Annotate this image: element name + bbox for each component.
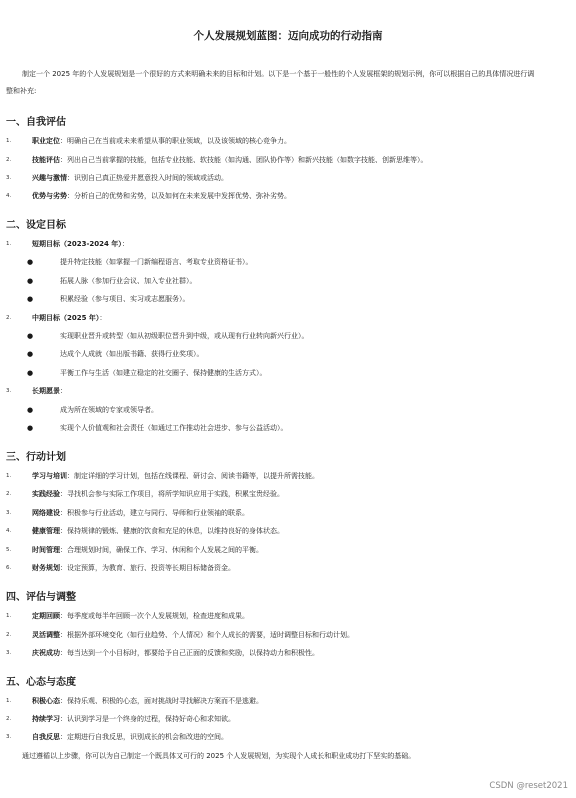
item-text: ：定期进行自我反思，识别成长的机会和改进的空间。 xyxy=(60,733,228,741)
item-text: ：寻找机会参与实际工作项目，将所学知识应用于实践，积累宝贵经验。 xyxy=(60,490,284,498)
conclusion-paragraph: 通过遵循以上步骤，你可以为自己制定一个既具体又可行的 2025 个人发展规划，为实现个人成长和职业成功打下坚实的基础。 xyxy=(22,752,416,760)
item-term: 中期目标（2025 年） xyxy=(32,314,100,322)
item-text: ：识别自己真正热爱并愿意投入时间的领域或活动。 xyxy=(67,174,228,182)
bullet-icon: ● xyxy=(27,369,34,377)
bullet-icon: ● xyxy=(27,332,34,340)
list-number: 1. xyxy=(6,138,12,144)
item-text: ： xyxy=(60,387,67,395)
item-term: 健康管理 xyxy=(32,527,60,535)
bullet-icon: ● xyxy=(27,350,34,358)
item-term: 灵活调整 xyxy=(32,631,60,639)
item-term: 实践经验 xyxy=(32,490,60,498)
item-text: ：合理规划时间，确保工作、学习、休闲和个人发展之间的平衡。 xyxy=(60,546,263,554)
section-heading: 三、行动计划 xyxy=(6,452,66,463)
item-text: ：明确自己在当前或未来希望从事的职业领域，以及该领域的核心竞争力。 xyxy=(60,137,291,145)
bullet-text: 平衡工作与生活（如建立稳定的社交圈子、保持健康的生活方式）。 xyxy=(60,369,267,377)
section-heading: 五、心态与态度 xyxy=(6,677,76,688)
item-text: ： xyxy=(121,240,129,248)
list-number: 3. xyxy=(6,510,12,516)
bullet-text: 实现个人价值观和社会责任（如通过工作推动社会进步、参与公益活动）。 xyxy=(60,424,288,432)
item-text: ：设定预算，为教育、旅行、投资等长期目标储备资金。 xyxy=(60,564,235,572)
list-number: 6. xyxy=(6,565,12,571)
item-text: ：根据外部环境变化（如行业趋势、个人情况）和个人成长的需要，适时调整目标和行动计划。 xyxy=(60,631,354,639)
item-text: ：积极参与行业活动，建立与同行、导师和行业领袖的联系。 xyxy=(60,509,249,517)
bullet-text: 积累经验（参与项目、实习或志愿服务）。 xyxy=(60,295,190,303)
item-text: ：每季度或每半年回顾一次个人发展规划，检查进度和成果。 xyxy=(60,612,249,620)
item-text: ：每当达到一个小目标时，都要给予自己正面的反馈和奖励，以保持动力和积极性。 xyxy=(60,649,319,657)
document-title: 个人发展规划蓝图：迈向成功的行动指南 xyxy=(193,30,383,42)
list-number: 2. xyxy=(6,315,12,321)
item-term: 自我反思 xyxy=(32,733,60,741)
bullet-text: 实现职业晋升或转型（如从初级职位晋升到中级，或从现有行业转向新兴行业）。 xyxy=(60,332,309,340)
item-term: 积极心态 xyxy=(32,697,60,705)
section-heading: 二、设定目标 xyxy=(6,220,66,231)
item-term: 庆祝成功 xyxy=(32,649,60,657)
list-number: 1. xyxy=(6,698,12,704)
list-number: 3. xyxy=(6,388,12,394)
list-number: 5. xyxy=(6,547,12,553)
bullet-icon: ● xyxy=(27,424,34,432)
list-number: 2. xyxy=(6,491,12,497)
bullet-text: 成为所在领域的专家或领导者。 xyxy=(60,406,158,414)
item-term: 网络建设 xyxy=(32,509,60,517)
item-text: ：认识到学习是一个终身的过程，保持好奇心和求知欲。 xyxy=(60,715,235,723)
list-number: 2. xyxy=(6,157,12,163)
list-number: 1. xyxy=(6,241,12,247)
item-text: ：保持规律的锻炼、健康的饮食和充足的休息，以维持良好的身体状态。 xyxy=(60,527,284,535)
item-text: ： xyxy=(99,314,107,322)
item-text: ：制定详细的学习计划，包括在线课程、研讨会、阅读书籍等，以提升所需技能。 xyxy=(67,472,319,480)
item-text: ：分析自己的优势和劣势，以及如何在未来发展中发挥优势、弥补劣势。 xyxy=(67,192,291,200)
bullet-icon: ● xyxy=(27,406,34,414)
watermark: CSDN @reset2021 xyxy=(489,781,568,791)
list-number: 1. xyxy=(6,473,12,479)
bullet-icon: ● xyxy=(27,258,34,266)
bullet-text: 提升特定技能（如掌握一门新编程语言、考取专业资格证书）。 xyxy=(60,258,253,266)
item-term: 兴趣与激情 xyxy=(32,174,67,182)
item-term: 技能评估 xyxy=(32,156,60,164)
list-number: 1. xyxy=(6,613,12,619)
item-term: 长期愿景 xyxy=(32,387,60,395)
item-text: ：保持乐观、积极的心态，面对挑战时寻找解决方案而不是逃避。 xyxy=(60,697,263,705)
item-term: 时间管理 xyxy=(32,546,60,554)
item-term: 财务规划 xyxy=(32,564,60,572)
item-term: 职业定位 xyxy=(32,137,60,145)
intro-paragraph: 制定一个 2025 年的个人发展规划是一个很好的方式来明确未来的目标和计划。以下是一个基于一般性的个人发展框架的规划示例，你可以根据自己的具体情况进行调整和补充: xyxy=(6,70,535,95)
item-term: 持续学习 xyxy=(32,715,60,723)
section-heading: 四、评估与调整 xyxy=(6,592,76,603)
bullet-text: 达成个人成就（如出版书籍、获得行业奖项）。 xyxy=(60,350,204,358)
item-term: 学习与培训 xyxy=(32,472,67,480)
list-number: 2. xyxy=(6,632,12,638)
bullet-icon: ● xyxy=(27,295,34,303)
item-text: ：列出自己当前掌握的技能，包括专业技能、软技能（如沟通、团队协作等）和新兴技能（如数字技能、创新思维等）。 xyxy=(60,156,428,164)
bullet-text: 拓展人脉（参加行业会议、加入专业社群）。 xyxy=(60,277,197,285)
section-heading: 一、自我评估 xyxy=(6,117,66,128)
list-number: 3. xyxy=(6,650,12,656)
item-term: 定期回顾 xyxy=(32,612,60,620)
item-term: 短期目标（2023-2024 年） xyxy=(32,240,122,248)
bullet-icon: ● xyxy=(27,277,34,285)
list-number: 4. xyxy=(6,528,12,534)
list-number: 3. xyxy=(6,175,12,181)
list-number: 4. xyxy=(6,193,12,199)
list-number: 2. xyxy=(6,716,12,722)
list-number: 3. xyxy=(6,734,12,740)
item-term: 优势与劣势 xyxy=(32,192,67,200)
